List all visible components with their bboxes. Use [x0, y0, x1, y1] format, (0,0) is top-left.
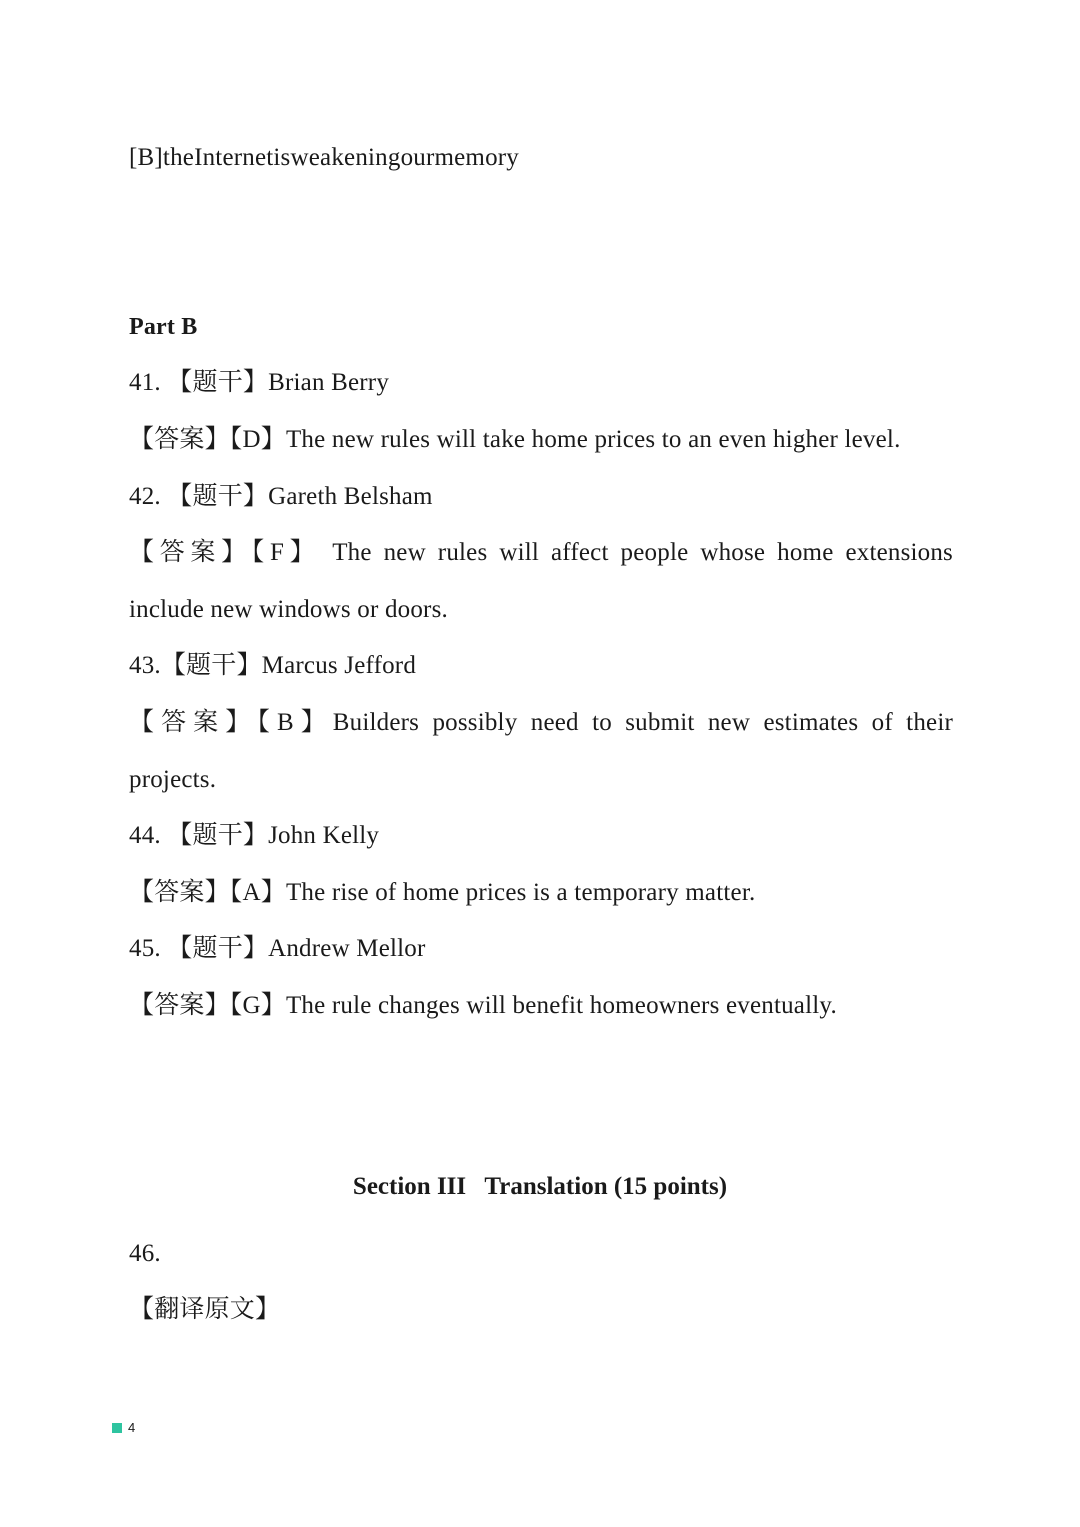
question-46-number: 46.	[129, 1240, 161, 1267]
question-43: 43.【题干】Marcus Jefford	[129, 652, 417, 679]
page-marker-square	[112, 1423, 122, 1433]
question-45: 45. 【题干】Andrew Mellor	[129, 935, 426, 962]
top-fragment: [B]theInternetisweakeningourmemory	[129, 144, 520, 171]
page-number: 4	[128, 1420, 136, 1435]
question-42: 42. 【题干】Gareth Belsham	[129, 483, 433, 510]
section-title: Section III Translation (15 points)	[352, 1173, 728, 1200]
answer-43-line1: 【答案】【B】Builders possibly need to submit new estimates of their	[129, 709, 953, 736]
question-44: 44. 【题干】John Kelly	[129, 822, 380, 849]
page-footer	[112, 1420, 135, 1435]
answer-42-line2: include new windows or doors.	[129, 596, 448, 623]
answer-44: 【答案】【A】The rise of home prices is a temporary matter.	[129, 879, 756, 906]
translation-original-label: 【翻译原文】	[129, 1296, 281, 1323]
answer-43-line2: projects.	[129, 766, 217, 793]
question-41: 41. 【题干】Brian Berry	[129, 369, 390, 396]
answer-45: 【答案】【G】The rule changes will benefit homeowners eventually.	[129, 992, 837, 1019]
part-heading: Part B	[129, 314, 198, 340]
answer-42-line1: 【答案】【F】 The new rules will affect people whose home extensions	[129, 539, 953, 566]
answer-41: 【答案】【D】The new rules will take home prices to an even higher level.	[129, 426, 901, 453]
